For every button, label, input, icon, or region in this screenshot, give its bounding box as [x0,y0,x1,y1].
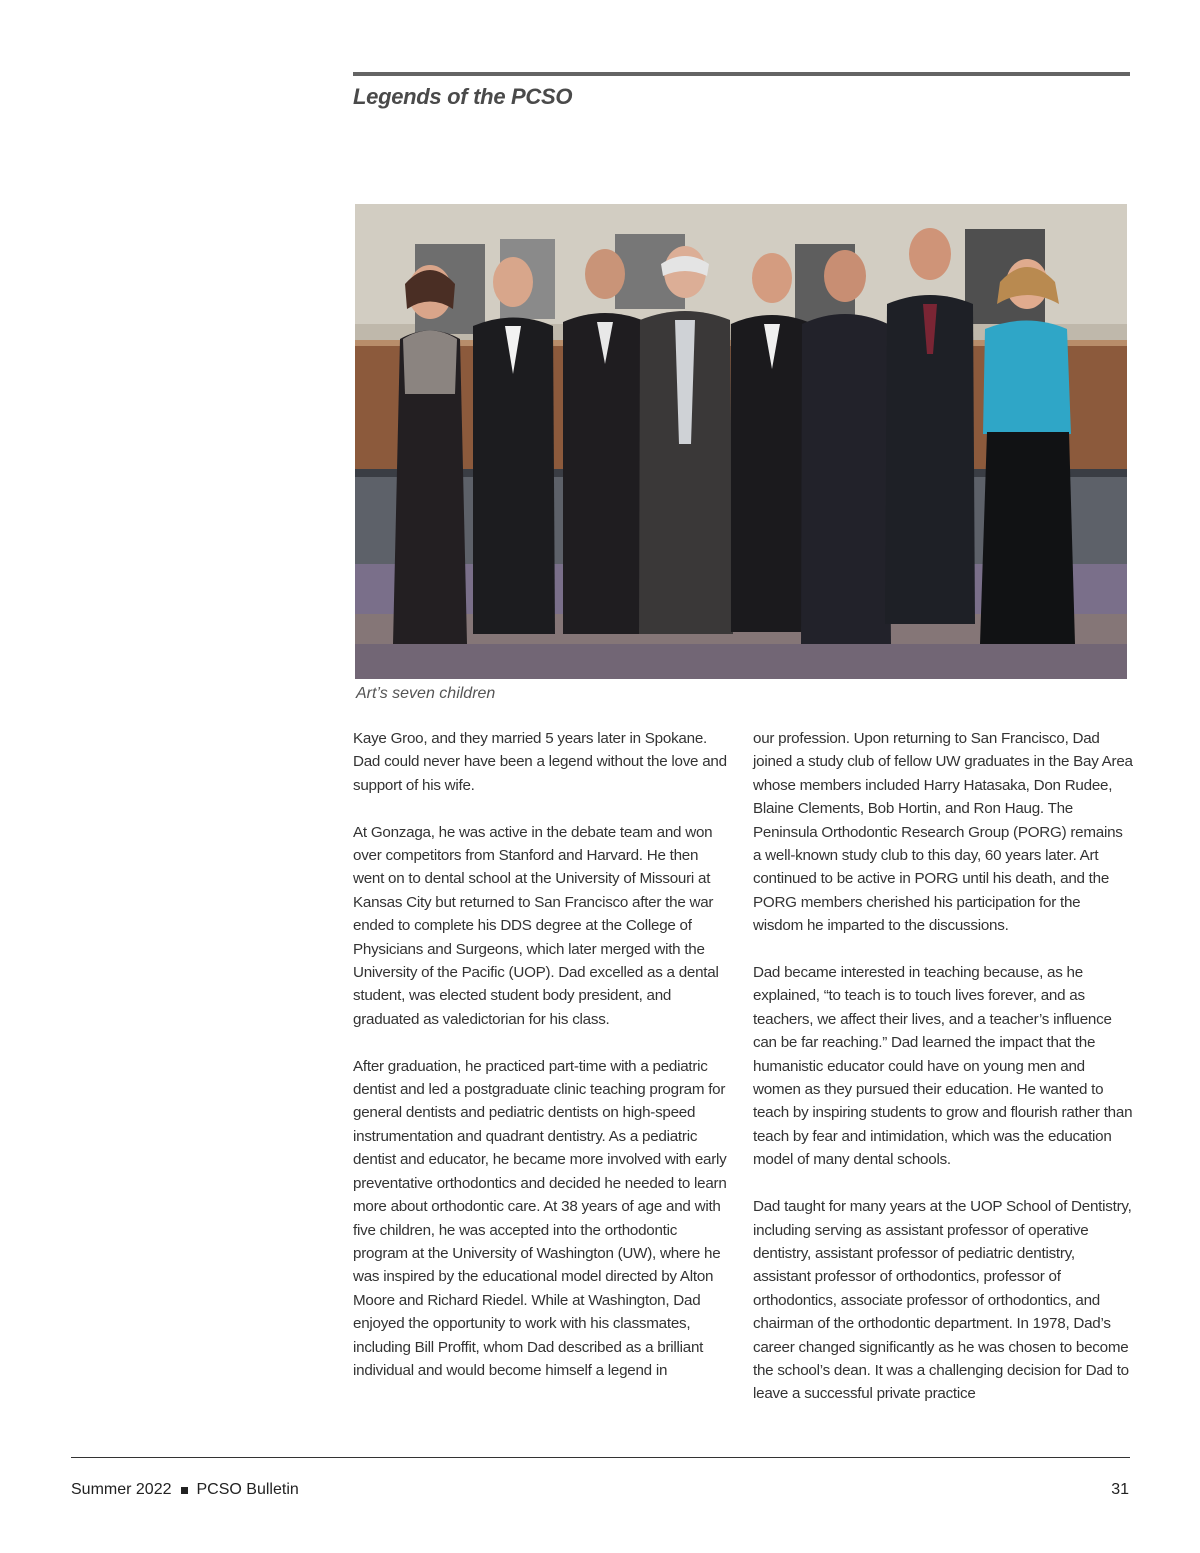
section-title: Legends of the PCSO [353,84,573,109]
page-number: 31 [1111,1481,1129,1498]
article-right-column [753,727,1133,1429]
photo-caption: Art’s seven children [356,685,496,702]
square-bullet-icon [181,1487,188,1494]
family-photo-illustration [355,204,1127,679]
article-paragraph: our profession. Upon returning to San Francisco, Dad joined a study club of fellow UW graduates in the Bay Area whose members included Harry Hatasaka, Don Rudee, Blaine Clements, Bob Hortin, and Ron Haug. The Peninsula Orthodontic Research Group (PORG) remains a well-known study club to this day, 60 years later. Art continued to be active in PORG until his death, and the PORG members cherished his participation for the wisdom he imparted to the discussions. [753,730,1133,935]
footer-issue: Summer 2022 [71,1481,172,1498]
footer-publication-info [71,1481,299,1499]
article-left-column [353,727,733,1406]
family-photo [355,204,1127,679]
article-paragraph: At Gonzaga, he was active in the debate team and won over competitors from Stanford and Harvard. He then went on to dental school at the University of Missouri at Kansas City but returned to San Francisco after the war ended to complete his DDS degree at the College of Physicians and Surgeons, which later merged with the University of the Pacific (UOP). Dad excelled as a dental student, was elected student body president, and graduated as valedictorian for his class. [353,823,719,1028]
article-paragraph: Dad taught for many years at the UOP School of Dentistry, including serving as assistant professor of operative dentistry, assistant professor of pediatric dentistry, assistant professor of orthodontics, professor of orthodontics, associate professor of orthodontics, and chairman of the orthodontic department. In 1978, Dad’s career changed significantly as he was chosen to become the school’s dean. It was a challenging decision for Dad to leave a successful private practice [753,1198,1132,1403]
footer-rule [71,1457,1130,1458]
footer-publication: PCSO Bulletin [196,1481,299,1498]
article-paragraph: Kaye Groo, and they married 5 years later in Spokane. Dad could never have been a legend without the love and support of his wife. [353,730,727,794]
article-paragraph: Dad became interested in teaching because, as he explained, “to teach is to touch lives forever, and as teachers, we affect their lives, and a teacher’s influence can be far reaching.” Dad learned the impact that the humanistic educator could have on young men and women as they pursued their education. He wanted to teach by inspiring students to grow and flourish rather than teach by fear and intimidation, which was the education model of many dental schools. [753,964,1133,1169]
article-paragraph: After graduation, he practiced part-time with a pediatric dentist and led a postgraduate clinic teaching program for general dentists and pediatric dentists on high-speed instrumentation and quadrant dentistry. As a pediatric dentist and educator, he became more involved with early preventative orthodontics and decided he needed to learn more about orthodontic care. At 38 years of age and with five children, he was accepted into the orthodontic program at the University of Washington (UW), where he was inspired by the educational model directed by Alton Moore and Richard Riedel. While at Washington, Dad enjoyed the opportunity to work with his classmates, including Bill Proffit, whom Dad described as a brilliant individual and would become himself a legend in [353,1057,727,1379]
header-rule [353,72,1130,76]
